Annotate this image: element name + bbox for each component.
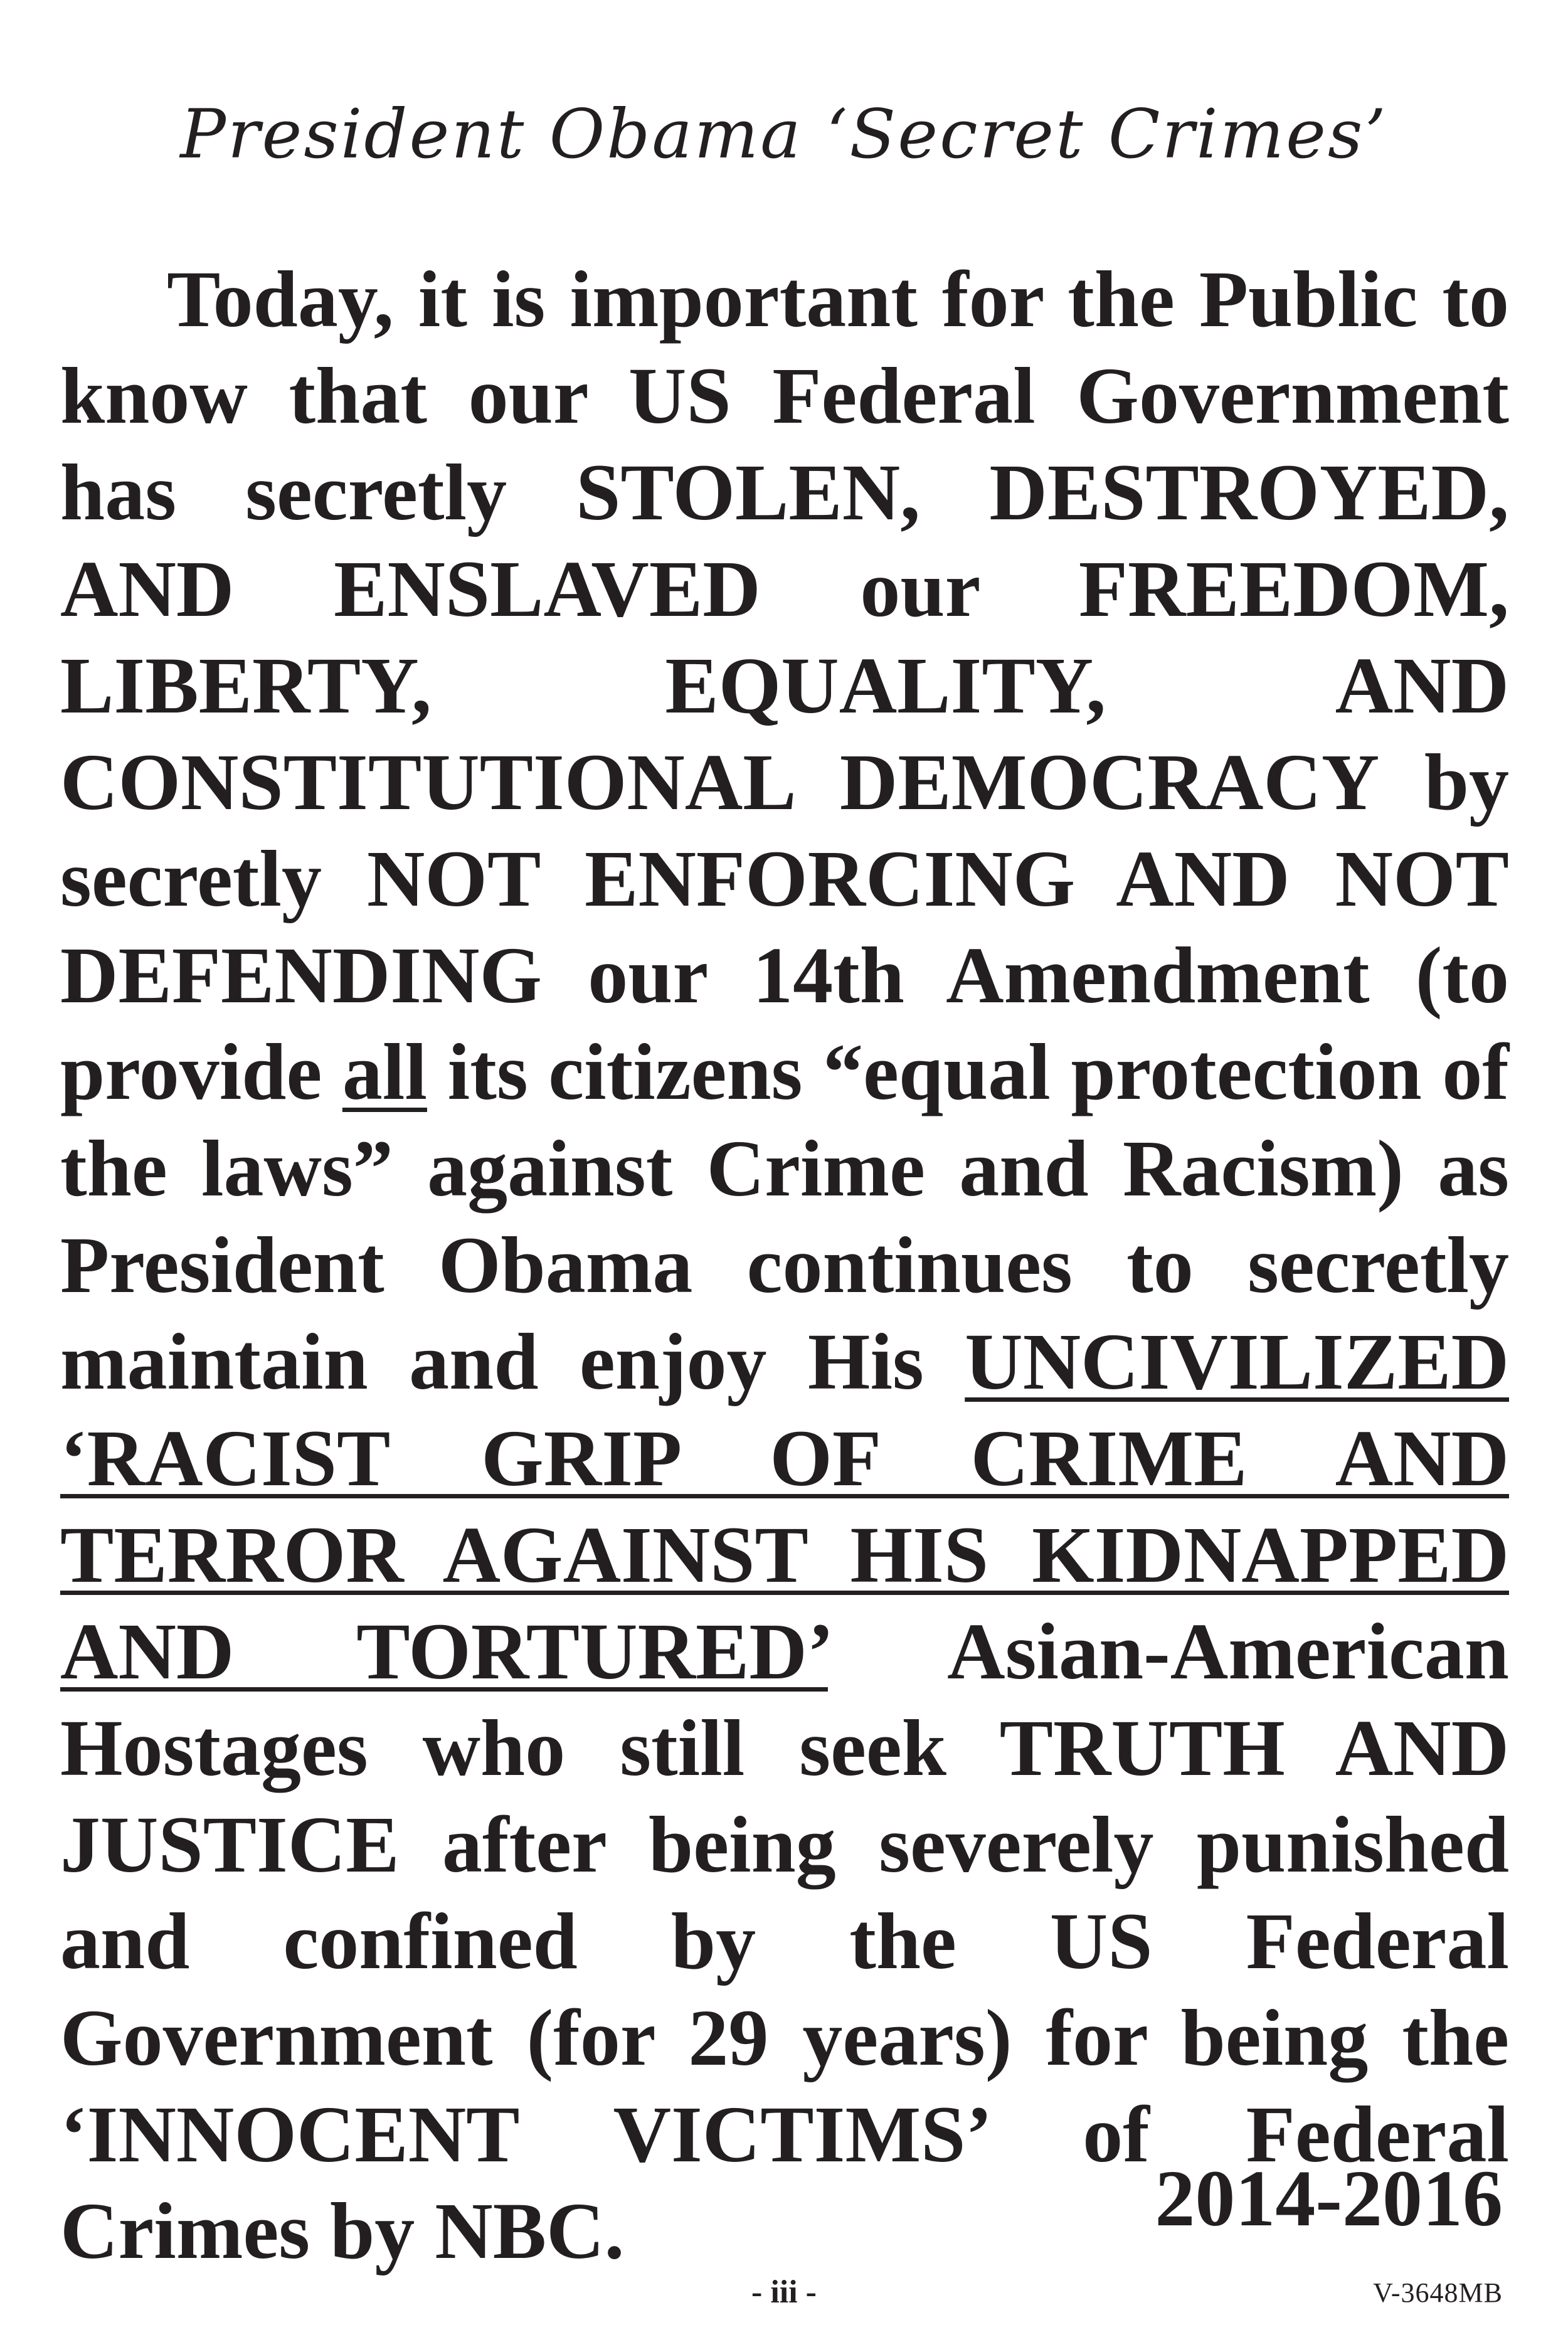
date-range: 2014-2016 (1155, 2154, 1503, 2243)
emphasis-all: all (342, 1027, 427, 1116)
underlined-phrase: UNCIVILIZED ‘RACIST GRIP OF CRIME AND TERROR AGAINST HIS KIDNAPPED AND TORTURED’ (60, 1317, 1509, 1696)
body-paragraph (60, 251, 1509, 2279)
page-title: President Obama ‘Secret Crimes’ (180, 95, 1388, 174)
page-number: - iii - (751, 2274, 817, 2310)
body-text-part-3: Asian-American Hostages who still seek TRUTH AND JUSTICE after being severely punished and confined by the US Federal Government (for 29 years) for being the ‘INNOCENT VICTIMS’ of Federal Crimes by NBC. (60, 1607, 1509, 2275)
body-text-part-2: its citizens “equal protection of the laws” against Crime and Racism) as President Obama continues to secretly maintain and enjoy His (60, 1027, 1509, 1406)
document-code: V-3648MB (1373, 2277, 1503, 2308)
body-text-part-1: Today, it is important for the Public to know that our US Federal Government has secretly STOLEN, DESTROYED, AND ENSLAVED our FREEDOM, LIBERTY, EQUALITY, AND CONSTITUTIONAL DEMOCRACY by secretly NOT ENFORCING AND NOT DEFENDING our 14th Amendment (to provide (60, 255, 1509, 1116)
